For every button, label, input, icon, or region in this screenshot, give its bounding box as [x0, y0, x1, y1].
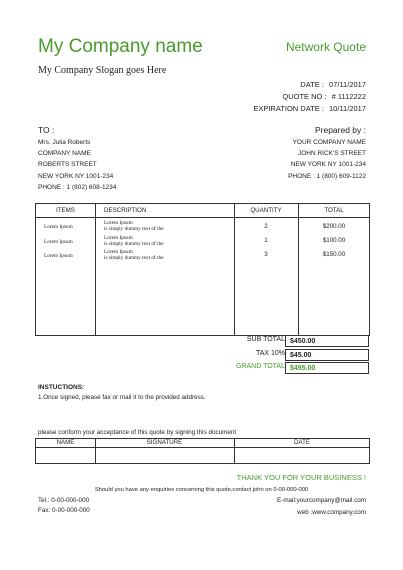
recipient-address [38, 137, 116, 193]
document-title: Network Quote [285, 40, 366, 54]
quote-number-value: # 1112222 [331, 92, 366, 101]
email: E-mail:yourcompany@mail.com [277, 497, 366, 504]
prepared-by-heading: Prepared by : [314, 125, 366, 135]
row-1-quantity: 2 [264, 223, 268, 230]
row-3-item: Lorem Ipsum [44, 253, 73, 259]
acceptance-prompt: please conform your acceptance of this quote by signing this document [38, 429, 237, 436]
fax: Fax: 0-00-000-000 [38, 507, 90, 514]
description-column-header: DESCRIPTION [104, 207, 147, 214]
expiration-date-value: 10/11/2017 [329, 104, 366, 113]
sub-total-value: $450.00 [285, 335, 369, 347]
row-2-description: Lorem Ipsum is simply dummy text of the [104, 235, 164, 247]
sub-total-label: SUB TOTAL [246, 336, 285, 343]
instructions-heading: INSTUCTIONS: [38, 384, 85, 391]
items-table [35, 203, 370, 336]
row-3-total: $150.00 [322, 251, 346, 258]
row-3-quantity: 3 [264, 251, 268, 258]
quantity-column-header: QUANTITY [250, 207, 282, 214]
row-1-item: Lorem Ipsum [44, 224, 73, 230]
grand-total-value: $495.00 [285, 362, 369, 374]
row-3-description: Lorem Ipsum is simply dummy text of the [104, 249, 164, 261]
recipient-city: NEW YORK NY 1001-234 [38, 172, 114, 180]
tax-row [229, 349, 370, 362]
instructions-text: 1.Once signed, please fax or mail it to the provided address. [38, 394, 206, 401]
thank-you-message: THANK YOU FOR YOUR BUSINESS ! [236, 473, 366, 482]
sender-company: YOUR COMPANY NAME [292, 139, 366, 146]
sender-phone: PHONE : 1 (800) 609-1122 [288, 172, 366, 180]
expiration-date-label: EXPIRATION DATE : [253, 104, 324, 113]
telephone: Tel.: 0-00-000-000 [38, 497, 90, 504]
recipient-name: Mrs. Julia Roberts [38, 139, 91, 146]
expiration-date-row [253, 104, 366, 113]
quote-number-label: QUOTE NO : [282, 92, 327, 101]
company-slogan: My Company Slogan goes Here [38, 65, 167, 76]
company-name: My Company name [38, 36, 203, 57]
website: web :www.company.com [297, 509, 366, 516]
signature-column-header: SIGNATURE [146, 439, 183, 446]
recipient-street: ROBERTS STREET [38, 161, 97, 169]
date-row [300, 80, 366, 89]
grand-total-label: GRAND TOTAL [235, 363, 285, 370]
row-1-description: Lorem Ipsum is simply dummy text of the [104, 220, 164, 232]
tax-value: $45.00 [285, 349, 369, 361]
signature-table [35, 438, 370, 464]
date-column-header: DATE [293, 439, 311, 446]
total-column-header: TOTAL [324, 207, 344, 214]
sender-address [288, 137, 366, 182]
row-2-item: Lorem Ipsum [44, 239, 73, 245]
sender-street: JOHN RICK'S STREET [297, 150, 366, 158]
row-2-total: $100.00 [322, 237, 346, 244]
to-heading: TO : [38, 125, 55, 135]
name-column-header: NAME [56, 439, 75, 446]
grand-total-row [229, 362, 370, 375]
recipient-company: COMPANY NAME [38, 150, 91, 158]
row-1-total: $200.00 [322, 223, 346, 230]
enquiries-text: Should you have any enquiries concerning this quote,contact john on 0-00-000-000 [94, 487, 309, 493]
quote-number-row [282, 92, 366, 101]
row-2-quantity: 1 [264, 237, 268, 244]
tax-label: TAX 10% [255, 350, 285, 357]
date-label: DATE : [300, 80, 324, 89]
sub-total-row [229, 335, 370, 348]
date-value: 07/11/2017 [329, 80, 366, 89]
recipient-phone: PHONE : 1 (802) 608-1234 [38, 183, 117, 191]
items-column-header: ITEMS [56, 207, 75, 214]
sender-city: NEW YORK NY 1001-234 [290, 161, 366, 169]
